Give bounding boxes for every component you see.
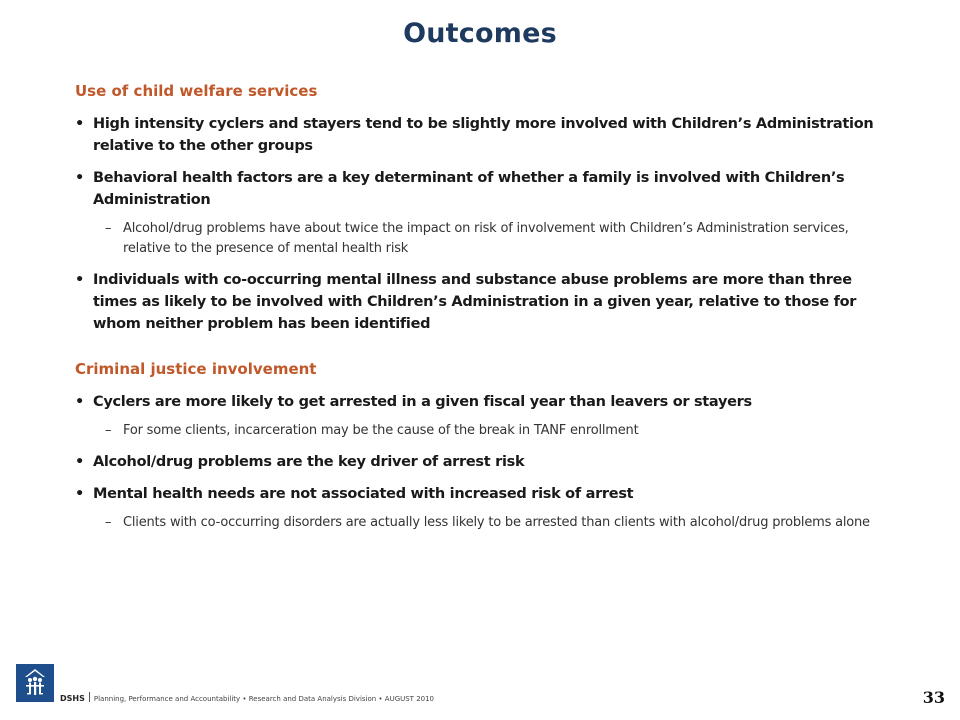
section-heading-child-welfare: Use of child welfare services — [75, 82, 318, 100]
bullet-text: Alcohol/drug problems are the key driver of arrest risk — [93, 454, 525, 470]
bullet-item — [75, 113, 890, 157]
bullet-dot-icon: • — [75, 116, 84, 132]
bullet-item — [75, 391, 890, 413]
sub-bullet-text: For some clients, incarceration may be the cause of the break in TANF enrollment — [123, 423, 639, 438]
sub-bullet-item — [75, 219, 890, 259]
slide-content — [75, 82, 890, 543]
bullet-item — [75, 483, 890, 505]
sub-bullet-text: Alcohol/drug problems have about twice the impact on risk of involvement with Children’s Administration services, relative to the presence of mental health risk — [123, 221, 849, 256]
sub-bullet-item — [75, 513, 890, 533]
bullet-item — [75, 451, 890, 473]
slide-title: Outcomes — [403, 18, 557, 49]
bullet-dot-icon: • — [75, 454, 84, 470]
dash-icon: – — [105, 515, 112, 530]
bullet-dot-icon: • — [75, 272, 84, 288]
footer-text — [60, 692, 434, 703]
bullet-text: Mental health needs are not associated with increased risk of arrest — [93, 486, 634, 502]
bullet-text: Behavioral health factors are a key determinant of whether a family is involved with Children’s Administration — [93, 170, 845, 208]
footer-org: DSHS — [60, 694, 85, 703]
dash-icon: – — [105, 221, 112, 236]
footer-divider — [89, 692, 90, 702]
bullet-text: Cyclers are more likely to get arrested in a given fiscal year than leavers or stayers — [93, 394, 752, 410]
sub-bullet-text: Clients with co-occurring disorders are actually less likely to be arrested than clients with alcohol/drug problems alone — [123, 515, 870, 530]
sub-bullet-item — [75, 421, 890, 441]
bullet-dot-icon: • — [75, 170, 84, 186]
section-heading-criminal-justice: Criminal justice involvement — [75, 360, 317, 378]
bullet-text: High intensity cyclers and stayers tend to be slightly more involved with Children’s Administration relative to the other groups — [93, 116, 874, 154]
bullet-text: Individuals with co-occurring mental illness and substance abuse problems are more than three times as likely to be involved with Children’s Administration in a given year, relative to those for whom neither problem has been identified — [93, 272, 857, 332]
dash-icon: – — [105, 423, 112, 438]
bullet-item — [75, 269, 890, 335]
bullet-dot-icon: • — [75, 486, 84, 502]
bullet-item — [75, 167, 890, 211]
footer-description: Planning, Performance and Accountability • Research and Data Analysis Division • AUGUST 2010 — [93, 695, 435, 703]
bullet-dot-icon: • — [75, 394, 84, 410]
page-number: 33 — [922, 688, 945, 707]
dshs-logo-icon — [16, 664, 54, 702]
